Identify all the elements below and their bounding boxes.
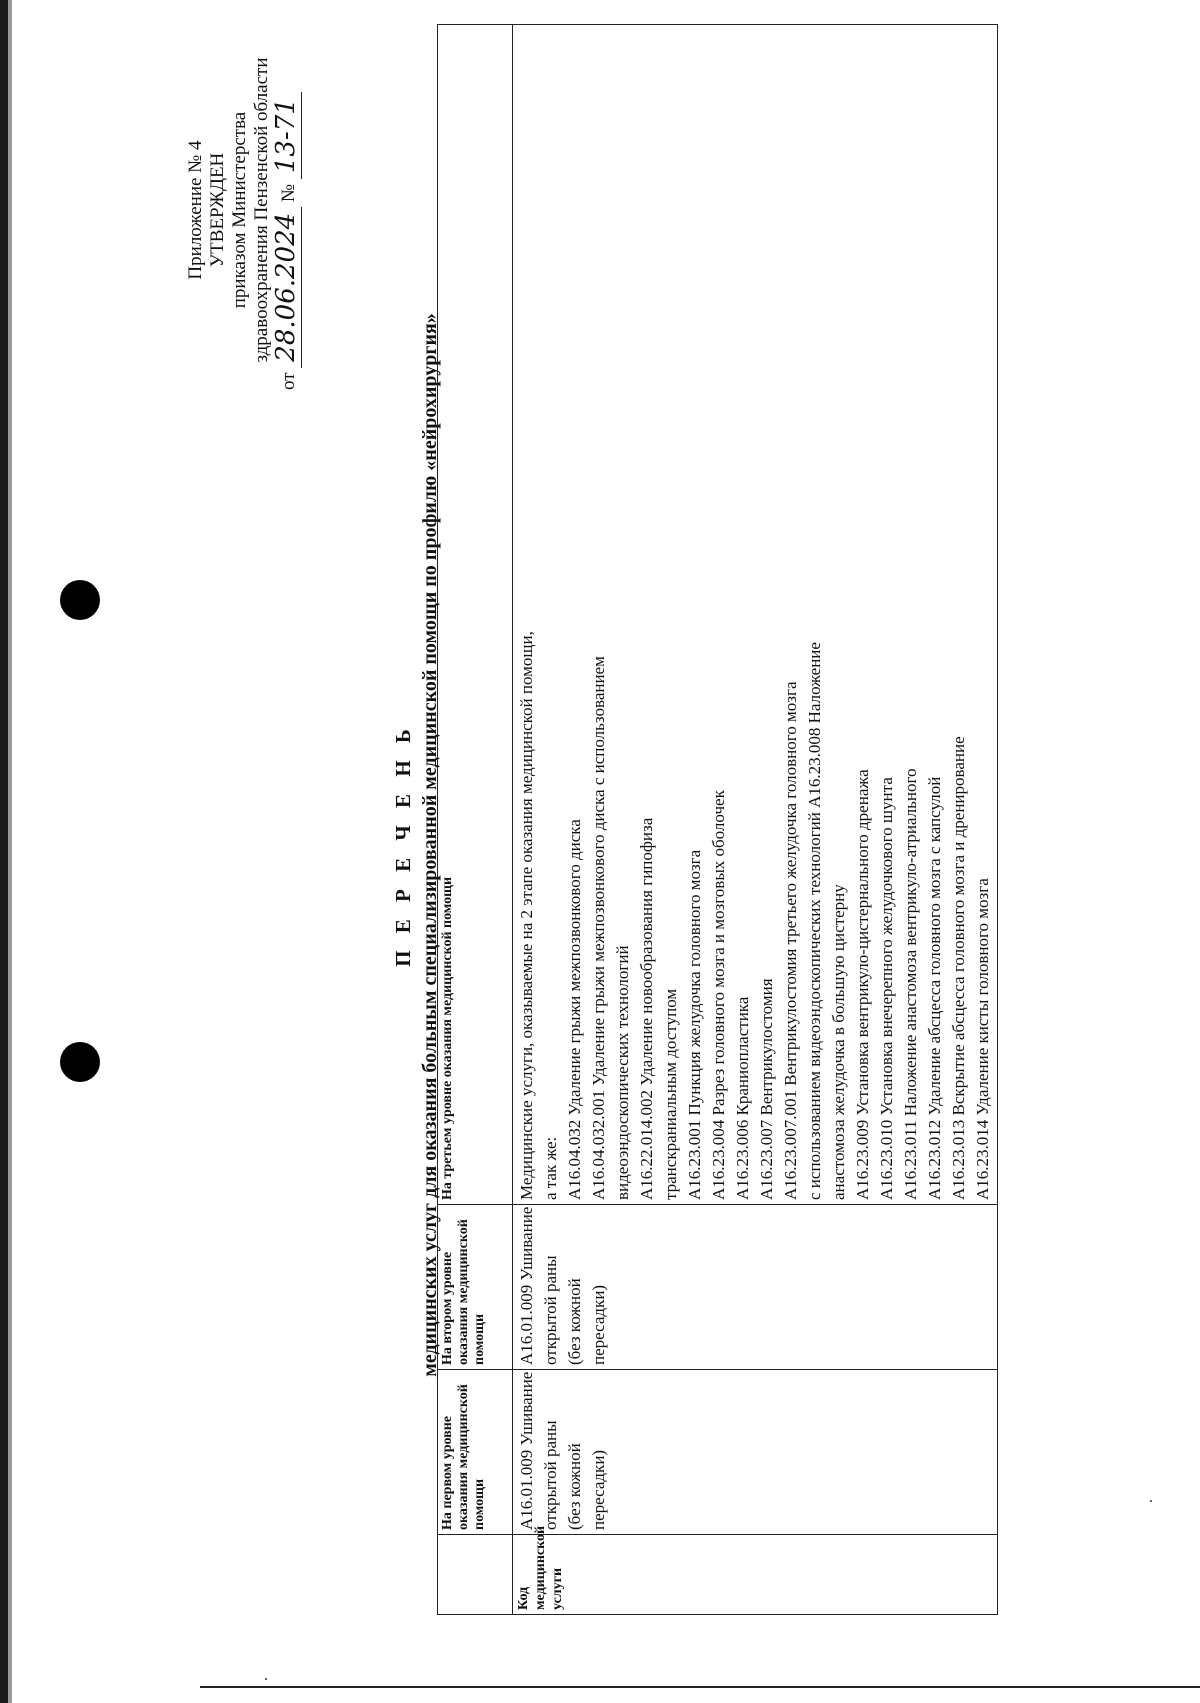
level-3-line: А16.23.006 Краниопластика [733, 996, 752, 1200]
date-prefix: от [278, 372, 299, 390]
level-3-line: А16.23.012 Удаление абсцесса головного мозга с капсулой [925, 776, 944, 1200]
approved-label: УТВЕРЖДЕН [207, 152, 228, 268]
level-2-cell [513, 1205, 998, 1370]
level-3-line: А16.23.010 Установка внечерепного желудочкового шунта [877, 777, 896, 1200]
title-block [390, 20, 442, 1670]
level-2-line: А16.01.009 Ушивание [517, 1206, 536, 1365]
document-subtitle: медицинских услуг для оказания больным специализированной медицинской помощи по профилю «нейрохирургия» [419, 313, 441, 1377]
rotated-page [25, 20, 1175, 1670]
level-3-line: А16.23.004 Разрез головного мозга и мозговых оболочек [709, 790, 728, 1200]
level-3-line: видеоэндоскопических технологий [613, 945, 632, 1200]
document-title: П Е Р Е Ч Е Н Ь [391, 723, 415, 967]
approval-stamp [185, 30, 300, 390]
level-1-cell [513, 1370, 998, 1535]
level-3-line: А16.23.007.001 Вентрикулостомия третьего желудочка головного мозга [781, 681, 800, 1200]
order-date-line [271, 30, 301, 390]
order-date: 28.06.2024 [271, 207, 302, 368]
level-3-line: А16.04.032.001 Удаление грыжи межпозвонкового диска с использованием [589, 656, 608, 1200]
header-empty [438, 1535, 513, 1615]
scan-bottom-rule [200, 1686, 1200, 1688]
level-3-line: А16.23.014 Удаление кисты головного мозга [973, 878, 992, 1200]
level-3-line: анастомоза желудочка в большую цистерну [829, 884, 848, 1200]
table-row [513, 25, 998, 1615]
level-3-line: А16.04.032 Удаление грыжи межпозвонкового диска [565, 819, 584, 1200]
level-2-line: (без кожной [565, 1278, 584, 1365]
level-2-line: открытой раны [541, 1255, 560, 1365]
number-prefix: № [278, 183, 299, 203]
services-table [437, 24, 998, 1615]
level-1-line: пересадки) [589, 1449, 608, 1530]
header-level-1: На первом уровне оказания медицинской помощи [438, 1370, 513, 1535]
level-1-line: открытой раны [541, 1420, 560, 1530]
ministry-label: здравоохранения Пензенской области [251, 57, 272, 363]
level-3-line: А16.23.013 Вскрытие абсцесса головного мозга и дренирование [949, 736, 968, 1200]
scan-edge-shadow [8, 0, 12, 1703]
scan-speck [265, 1678, 267, 1680]
level-3-line: транскраниальным доступом [661, 988, 680, 1200]
order-number: 13-71 [271, 92, 302, 179]
level-2-line: пересадки) [589, 1284, 608, 1365]
level-1-line: (без кожной [565, 1443, 584, 1530]
level-3-line: А16.23.011 Наложение анастомоза вентрикуло-атриального [901, 768, 920, 1200]
header-level-2: На втором уровне оказания медицинской помощи [438, 1205, 513, 1370]
level-3-line: А16.23.009 Установка вентрикуло-цистернального дренажа [853, 769, 872, 1200]
table-header-row [438, 25, 513, 1615]
level-3-line: Медицинские услуги, оказываемые на 2 этапе оказания медицинской помощи, [517, 631, 536, 1200]
level-3-line: А16.22.014.002 Удаление новообразования гипофиза [637, 817, 656, 1200]
header-level-3: На третьем уровне оказания медицинской помощи [438, 25, 513, 1205]
code-label-cell: Код медицинской услуги [513, 1535, 998, 1615]
level-3-line: А16.23.001 Пункция желудочка головного мозга [685, 849, 704, 1200]
level-3-line: с использованием видеоэндоскопических технологий А16.23.008 Наложение [805, 642, 824, 1200]
level-3-line: А16.23.007 Вентрикулостомия [757, 978, 776, 1200]
level-1-line: А16.01.009 Ушивание [517, 1371, 536, 1530]
level-3-cell [513, 25, 998, 1205]
appendix-number: Приложение № 4 [185, 140, 206, 280]
level-3-line: а так же: [541, 1136, 560, 1200]
order-label: приказом Министерства [229, 111, 250, 309]
scan-edge [0, 0, 8, 1703]
